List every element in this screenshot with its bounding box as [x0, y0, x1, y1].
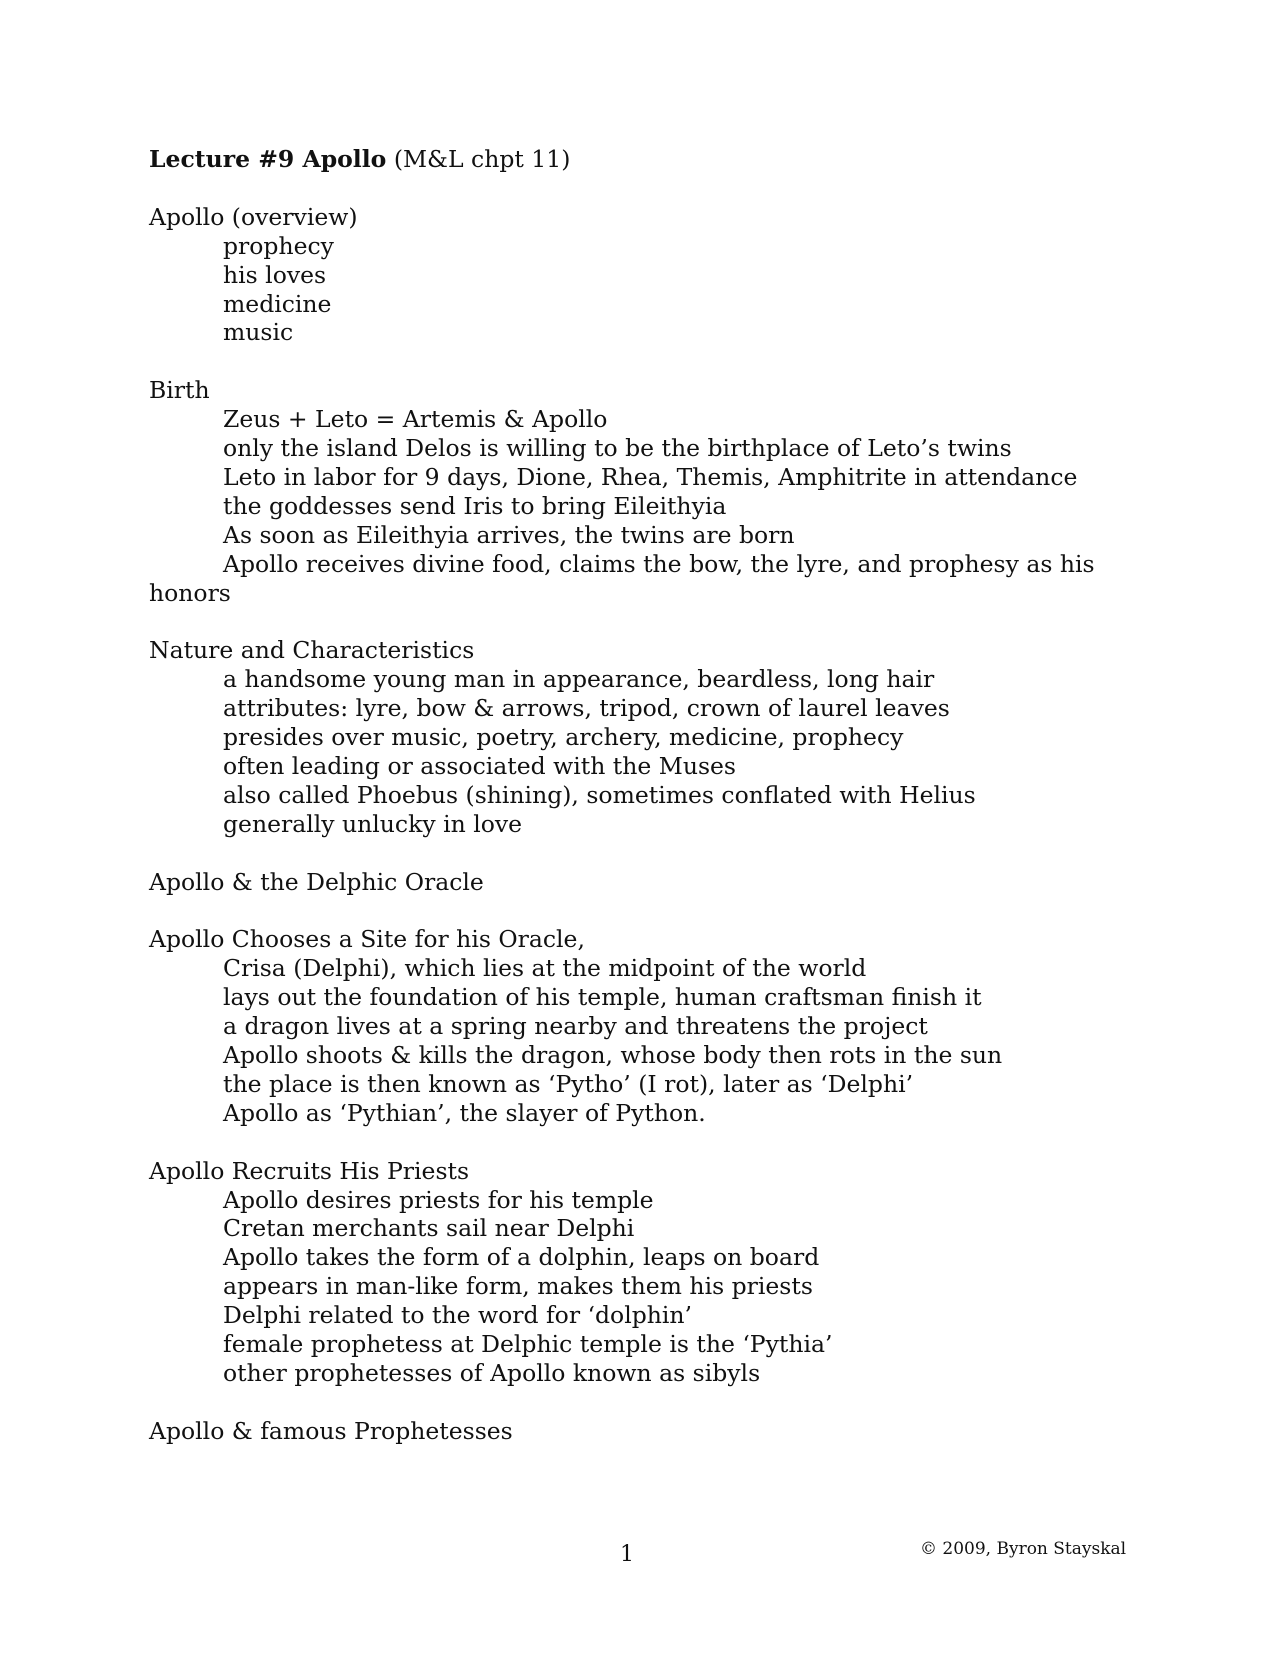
- section-heading: Birth: [149, 376, 210, 405]
- list-item: only the island Delos is willing to be the birthplace of Leto’s twins: [223, 434, 1012, 463]
- list-item: a dragon lives at a spring nearby and threatens the project: [223, 1012, 928, 1041]
- section-heading: Apollo & famous Prophetesses: [149, 1416, 513, 1445]
- list-item: appears in man-like form, makes them his priests: [223, 1272, 813, 1301]
- list-item: attributes: lyre, bow & arrows, tripod, crown of laurel leaves: [223, 694, 950, 723]
- list-item: Apollo shoots & kills the dragon, whose body then rots in the sun: [223, 1041, 1003, 1070]
- list-item: medicine: [223, 289, 332, 318]
- page-number: 1: [620, 1542, 634, 1567]
- list-item: a handsome young man in appearance, beardless, long hair: [223, 665, 935, 694]
- list-item: Leto in labor for 9 days, Dione, Rhea, Themis, Amphitrite in attendance: [223, 462, 1078, 491]
- title-reference: (M&L chpt 11): [393, 145, 571, 173]
- list-item: other prophetesses of Apollo known as sibyls: [223, 1358, 761, 1387]
- section-delphic-oracle: [149, 868, 1159, 897]
- list-item: Apollo takes the form of a dolphin, leaps on board: [223, 1243, 820, 1272]
- list-item: the goddesses send Iris to bring Eileithyia: [223, 491, 727, 520]
- section-heading: Apollo (overview): [149, 202, 358, 231]
- list-item: Crisa (Delphi), which lies at the midpoint of the world: [223, 954, 867, 983]
- section-heading: Apollo & the Delphic Oracle: [149, 867, 484, 896]
- page-title: [149, 145, 1159, 174]
- title-bold: Lecture #9 Apollo: [149, 145, 387, 173]
- list-item: Apollo as ‘Pythian’, the slayer of Python.: [223, 1098, 706, 1127]
- section-birth: [149, 376, 1159, 607]
- section-heading: Apollo Chooses a Site for his Oracle,: [149, 925, 585, 954]
- section-heading: Nature and Characteristics: [149, 636, 475, 665]
- list-item: Zeus + Leto = Artemis & Apollo: [223, 405, 608, 434]
- section-heading: Apollo Recruits His Priests: [149, 1156, 470, 1185]
- list-item: often leading or associated with the Muses: [223, 751, 736, 780]
- section-prophetesses: [149, 1417, 1159, 1446]
- section-oracle-site: [149, 925, 1159, 1127]
- list-item: As soon as Eileithyia arrives, the twins are born: [223, 520, 795, 549]
- section-nature: [149, 636, 1159, 838]
- list-item: female prophetess at Delphic temple is the ‘Pythia’: [223, 1330, 833, 1359]
- list-item: his loves: [223, 260, 327, 289]
- lecture-notes: [149, 145, 1159, 1446]
- list-item: the place is then known as ‘Pytho’ (I rot), later as ‘Delphi’: [223, 1069, 914, 1098]
- list-item: prophecy: [223, 231, 334, 260]
- list-item: Apollo receives divine food, claims the bow, the lyre, and prophesy as his honors: [149, 549, 1095, 607]
- copyright-notice: © 2009, Byron Stayskal: [920, 1539, 1127, 1559]
- section-priests: [149, 1157, 1159, 1388]
- list-item: lays out the foundation of his temple, human craftsman finish it: [223, 983, 982, 1012]
- list-item: music: [223, 318, 294, 347]
- list-item: generally unlucky in love: [223, 809, 523, 838]
- section-overview: [149, 203, 1159, 348]
- list-item: also called Phoebus (shining), sometimes conflated with Helius: [223, 780, 976, 809]
- list-item: Delphi related to the word for ‘dolphin’: [223, 1301, 693, 1330]
- list-item: Apollo desires priests for his temple: [223, 1185, 654, 1214]
- list-item: Cretan merchants sail near Delphi: [223, 1214, 635, 1243]
- list-item: presides over music, poetry, archery, medicine, prophecy: [223, 723, 904, 752]
